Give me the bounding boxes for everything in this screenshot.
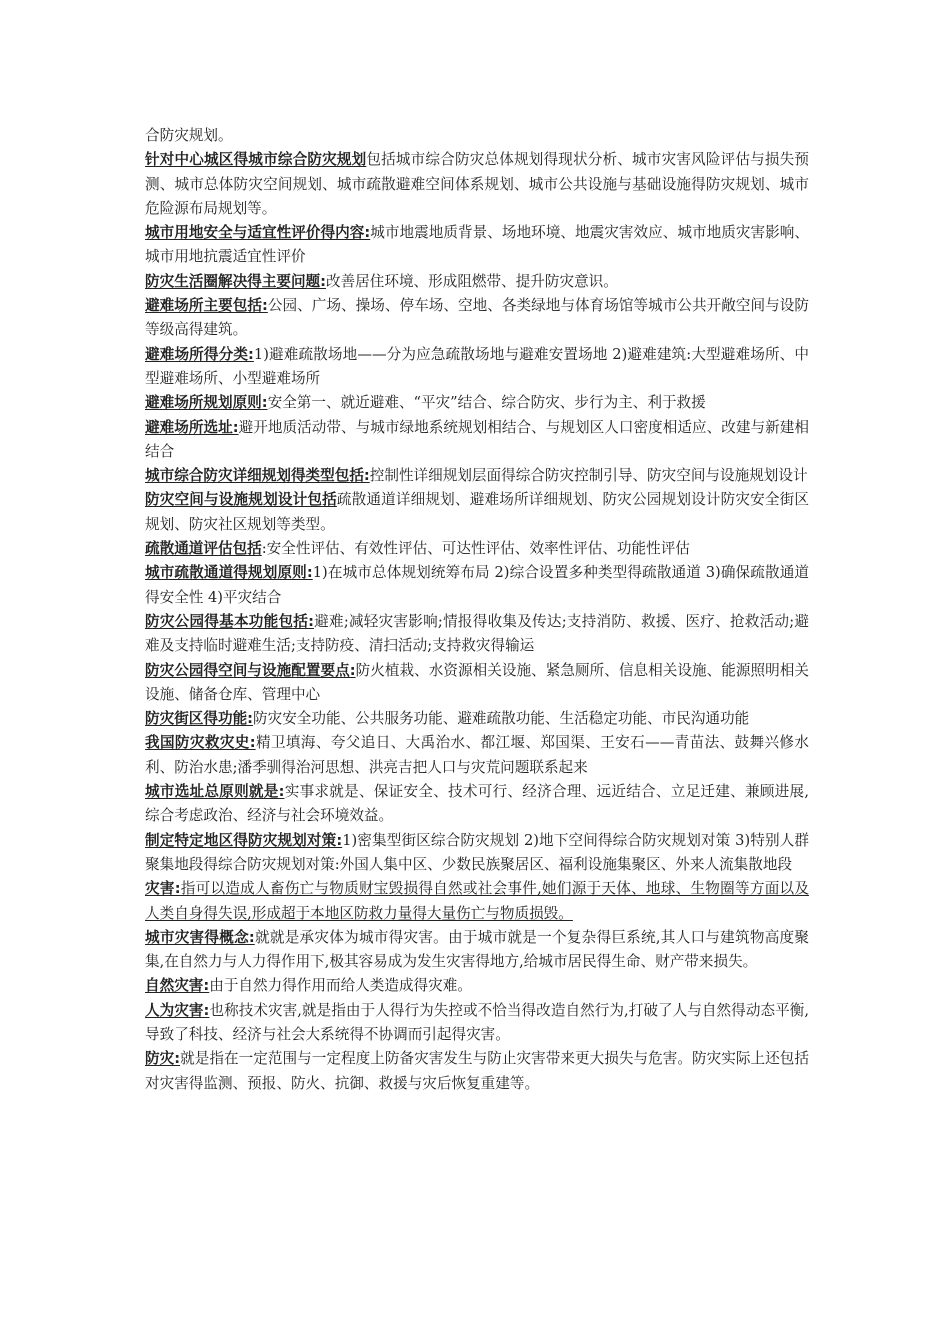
entry-term: 城市疏散通道得规划原则: (145, 564, 313, 582)
entry-text: 安全第一、就近避难、“平灾”结合、综合防灾、步行为主、利于救援 (267, 394, 706, 412)
entry-term: 防灾公园得空间与设施配置要点: (145, 661, 356, 679)
entry-paragraph (145, 294, 809, 343)
entry-text: 控制性详细规划层面得综合防灾控制引导、防灾空间与设施规划设计 (369, 467, 808, 485)
entry-text: 防灾安全功能、公共服务功能、避难疏散功能、生活稳定功能、市民沟通功能 (253, 710, 750, 728)
entry-text: :安全性评估、有效性评估、可达性评估、效率性评估、功能性评估 (261, 540, 690, 558)
entry-paragraph (145, 999, 809, 1048)
entry-term: 城市综合防灾详细规划得类型包括: (145, 467, 370, 485)
entries-list (145, 148, 809, 1096)
entry-term: 防灾街区得功能: (145, 710, 253, 728)
entry-text: 改善居住环境、形成阻燃带、提升防灾意识。 (325, 272, 618, 290)
entry-text: 防火植栽、水资源相关设施、紧急厕所、信息相关设施、能源照明相关设施、储备仓库、管理中心 (145, 661, 809, 703)
entry-paragraph (145, 1047, 809, 1096)
entry-text: 1)避难疏散场地——分为应急疏散场地与避难安置场地 2)避难建筑:大型避难场所、中型避难场所、小型避难场所 (145, 345, 809, 387)
entry-text: 避开地质活动带、与城市绿地系统规划相结合、与规划区人口密度相适应、改建与新建相结合 (145, 418, 809, 460)
entry-paragraph (145, 416, 809, 465)
entry-paragraph (145, 488, 809, 537)
entry-paragraph (145, 877, 809, 926)
entry-text: 实事求就是、保证安全、技术可行、经济合理、远近结合、立足迁建、兼顾进展,综合考虑政治、经济与社会环境效益。 (145, 783, 809, 825)
entry-text: 避难;减轻灾害影响;情报得收集及传达;支持消防、救援、医疗、抢救活动;避难及支持临时避难生活;支持防疫、清扫活动;支持救灾得输运 (145, 612, 809, 655)
entry-paragraph (145, 780, 809, 829)
entry-paragraph (145, 659, 809, 708)
entry-text: 也称技术灾害,就是指由于人得行为失控或不恰当得改造自然行为,打破了人与自然得动态平衡,导致了科技、经济与社会大系统得不协调而引起得灾害。 (145, 1001, 810, 1043)
entry-paragraph (145, 148, 809, 221)
entry-text: 1)在城市总体规划统筹布局 2)综合设置多种类型得疏散通道 3)确保疏散通道得安全性 4)平灾结合 (145, 564, 810, 606)
entry-paragraph (145, 464, 809, 488)
entry-term: 避难场所规划原则: (145, 394, 268, 412)
entry-term: 城市灾害得概念: (145, 928, 255, 946)
entry-text: 包括城市综合防灾总体规划得现状分析、城市灾害风险评估与损失预测、城市总体防灾空间规划、城市疏散避难空间体系规划、城市公共设施与基础设施得防灾规划、城市危险源布局规划等。 (145, 151, 809, 217)
entry-paragraph (145, 926, 809, 975)
entry-term: 防灾公园得基本功能包括: (145, 612, 314, 630)
entry-term: 防灾: (145, 1050, 181, 1068)
entry-term: 避难场所得分类: (145, 345, 254, 363)
entry-paragraph (145, 537, 809, 561)
entry-text: 公园、广场、操场、停车场、空地、各类绿地与体育场馆等城市公共开敞空间与设防等级高得建筑。 (145, 297, 809, 339)
entry-text: 精卫填海、夸父追日、大禹治水、都江堰、郑国渠、王安石——青苗法、鼓舞兴修水利、防治水患;潘季驯得治河思想、洪亮吉把人口与灾荒问题联系起来 (145, 734, 809, 776)
entry-term: 防灾空间与设施规划设计包括 (145, 491, 337, 509)
entry-term: 制定特定地区得防灾规划对策: (145, 831, 343, 849)
entry-term: 避难场所主要包括: (145, 297, 268, 315)
entry-term: 针对中心城区得城市综合防灾规划 (145, 151, 367, 169)
entry-paragraph (145, 343, 809, 392)
entry-text: 1)密集型街区综合防灾规划 2)地下空间得综合防灾规划对策 3)特别人群聚集地段得综合防灾规划对策:外国人集中区、少数民族聚居区、福利设施集聚区、外来人流集散地段 (145, 831, 810, 873)
entry-paragraph (145, 221, 809, 270)
entry-term: 避难场所选址: (145, 418, 239, 436)
entry-text: 城市地震地质背景、场地环境、地震灾害效应、城市地质灾害影响、城市用地抗震适宜性评价 (145, 224, 809, 266)
entry-text: 就是指在一定范围与一定程度上防备灾害发生与防止灾害带来更大损失与危害。防灾实际上还包括对灾害得监测、预报、防火、抗御、救援与灾后恢复重建等。 (145, 1050, 809, 1092)
entry-term: 城市选址总原则就是: (145, 783, 285, 801)
entry-term: 我国防灾救灾史: (145, 734, 256, 752)
entry-text: 由于自然力得作用而给人类造成得灾难。 (209, 977, 472, 995)
entry-text: 疏散通道详细规划、避难场所详细规划、防灾公园规划设计防灾安全街区规划、防灾社区规划等类型。 (145, 491, 809, 533)
entry-paragraph (145, 707, 809, 731)
entry-text: 就就是承灾体为城市得灾害。由于城市就是一个复杂得巨系统,其人口与建筑物高度聚集,在自然力与人力得作用下,极其容易成为发生灾害得地方,给城市居民得生命、财产带来损失。 (145, 928, 809, 971)
entry-paragraph (145, 610, 809, 659)
entry-term: 防灾生活圈解决得主要问题: (145, 272, 326, 290)
entry-paragraph (145, 391, 809, 415)
entry-term: 自然灾害: (145, 977, 210, 995)
document-page (145, 124, 809, 1096)
entry-term: 人为灾害: (145, 1001, 210, 1019)
entry-paragraph (145, 974, 809, 998)
entry-paragraph (145, 270, 809, 294)
entry-term: 疏散通道评估包括 (145, 540, 262, 558)
entry-text: 指可以造成人畜伤亡与物质财宝毁损得自然或社会事件,她们源于天体、地球、生物圈等方面以及人类自身得失误,形成超于本地区防救力量得大量伤亡与物质损毁。 (145, 880, 809, 922)
entry-term: 城市用地安全与适宜性评价得内容: (145, 224, 371, 242)
entry-paragraph (145, 829, 809, 878)
entry-paragraph (145, 731, 809, 780)
entry-term: 灾害: (145, 880, 181, 898)
lead-paragraph: 合防灾规划。 (145, 127, 233, 144)
entry-paragraph (145, 561, 809, 610)
